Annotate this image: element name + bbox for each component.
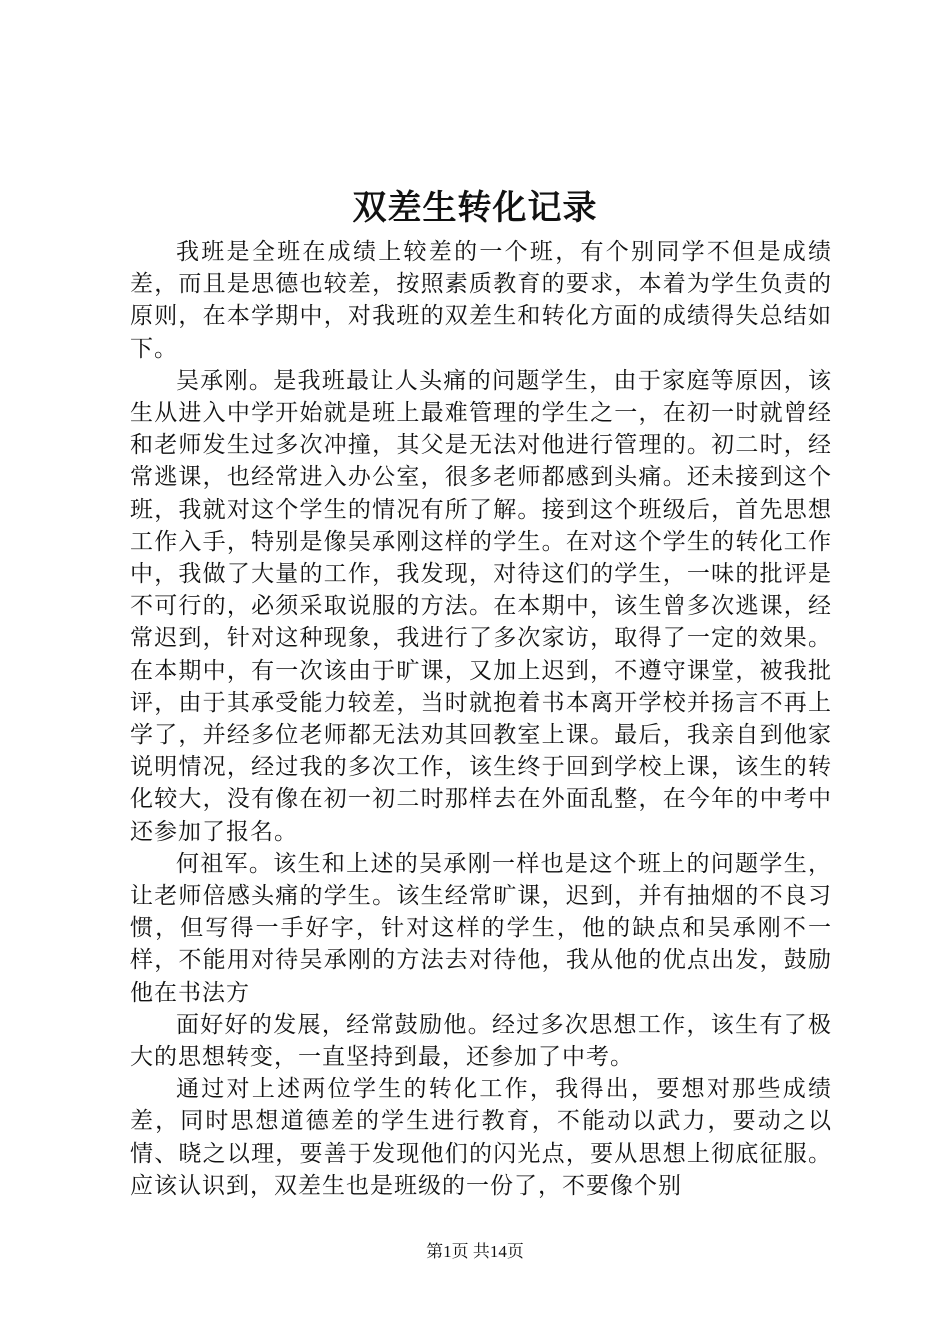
paragraph-he-zujun-continued: 面好好的发展，经常鼓励他。经过多次思想工作，该生有了极大的思想转变，一直坚持到最，还参加了中考。	[130, 1011, 832, 1071]
paragraph-he-zujun: 何祖军。该生和上述的吴承刚一样也是这个班上的问题学生，让老师倍感头痛的学生。该生经常旷课，迟到，并有抽烟的不良习惯，但写得一手好字，针对这样的学生，他的缺点和吴承刚不一样，不能用对待吴承刚的方法去对待他，我从他的优点出发，鼓励他在书法方	[130, 850, 832, 1006]
paragraph-conclusion: 通过对上述两位学生的转化工作，我得出，要想对那些成绩差，同时思想道德差的学生进行教育，不能动以武力，要动之以情、晓之以理，要善于发现他们的闪光点，要从思想上彻底征服。应该认识到，双差生也是班级的一份了，不要像个别	[130, 1076, 832, 1199]
document-title: 双差生转化记录	[352, 188, 598, 228]
document-body	[130, 236, 832, 1202]
paragraph-wu-chenggang: 吴承刚。是我班最让人头痛的问题学生，由于家庭等原因，该生从进入中学开始就是班上最难管理的学生之一，在初一时就曾经和老师发生过多次冲撞，其父是无法对他进行管理的。初二时，经常逃课，也经常进入办公室，很多老师都感到头痛。还未接到这个班，我就对这个学生的情况有所了解。接到这个班级后，首先思想工作入手，特别是像吴承刚这样的学生。在对这个学生的转化工作中，我做了大量的工作，我发现，对待这们的学生，一味的批评是不可行的，必须采取说服的方法。在本期中，该生曾多次逃课，经常迟到，针对这种现象，我进行了多次家访，取得了一定的效果。在本期中，有一次该由于旷课，又加上迟到，不遵守课堂，被我批评，由于其承受能力较差，当时就抱着书本离开学校并扬言不再上学了，并经多位老师都无法劝其回教室上课。最后，我亲自到他家说明情况，经过我的多次工作，该生终于回到学校上课，该生的转化较大，没有像在初一初二时那样去在外面乱整，在今年的中考中还参加了报名。	[130, 367, 832, 845]
page-number-footer: 第1页 共14页	[426, 1242, 524, 1261]
paragraph-intro: 我班是全班在成绩上较差的一个班，有个别同学不但是成绩差，而且是思德也较差，按照素质教育的要求，本着为学生负责的原则，在本学期中，对我班的双差生和转化方面的成绩得失总结如下。	[130, 239, 832, 362]
